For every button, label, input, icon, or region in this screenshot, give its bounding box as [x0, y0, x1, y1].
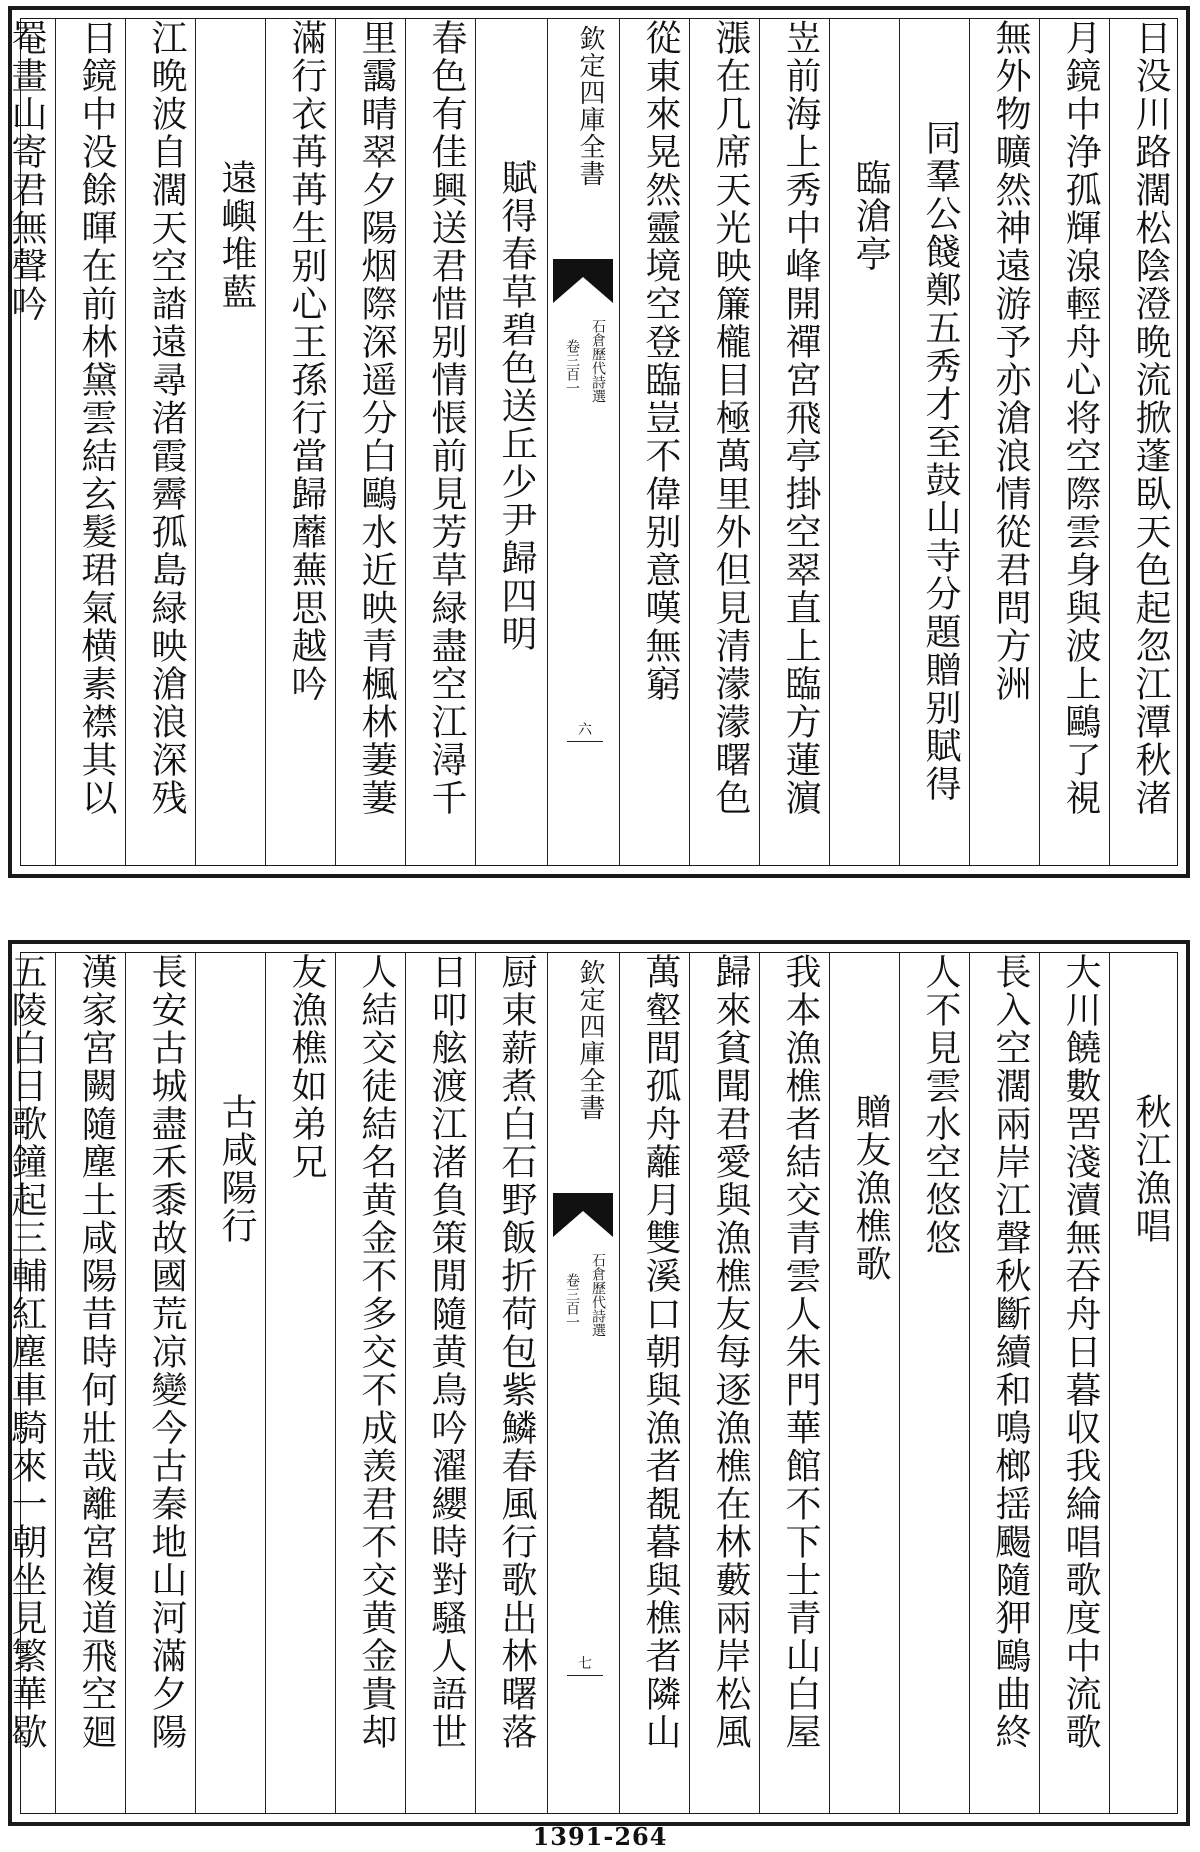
text-column [407, 19, 475, 865]
center-fold-strip [549, 953, 619, 1813]
text-column [971, 19, 1039, 865]
column-text: 漢家宮闕隨塵土咸陽昔時何壯哉離宮複道飛空廻 [76, 953, 117, 1751]
text-column [901, 19, 969, 865]
text-column [407, 953, 475, 1813]
text-column [761, 953, 829, 1813]
page-code: 1391-264 [532, 1822, 668, 1851]
text-column [621, 19, 689, 865]
column-text: 長入空濶兩岸江聲秋斷續和鳴榔揺颺隨狎鷗曲終 [990, 953, 1031, 1751]
top-leaf-frame [8, 6, 1190, 878]
poem-title: 遠嶼堆藍 [216, 159, 257, 311]
text-column [127, 19, 195, 865]
anthology-title: 石倉歷代詩選 [590, 319, 606, 403]
column-text: 友漁樵如弟兄 [286, 953, 327, 1181]
column-text: 江晩波自濶天空誻遠尋渚霞霽孤島緑映滄浪深残 [146, 19, 187, 817]
text-column [761, 19, 829, 865]
column-text: 人結交徒結名黄金不多交不成羡君不交黄金貴却 [356, 953, 397, 1751]
column-text: 日没川路濶松陰澄晩流掀蓬臥天色起忽江潭秋渚 [1130, 19, 1171, 817]
poem-title: 古咸陽行 [216, 1093, 257, 1245]
collection-banner: 欽定四庫全書 [575, 959, 605, 1121]
column-text: 人不見雲水空悠悠 [920, 953, 961, 1257]
column-text: 歸來貧聞君愛與漁樵友每逐漁樵在林藪兩岸松風 [710, 953, 751, 1751]
poem-title: 贈友漁樵歌 [850, 1093, 891, 1283]
anthology-title: 石倉歷代詩選 [590, 1253, 606, 1337]
poem-title: 臨滄亭 [850, 159, 891, 273]
column-text: 萬壑間孤舟蘺月雙溪口朝與漁者覩暮與樵者隣山 [640, 953, 681, 1751]
column-text: 里靄晴翠夕陽烟際深遥分白鷗水近映青楓林萋萋 [356, 19, 397, 817]
poem-title-column [831, 19, 899, 865]
column-text: 滿行衣苒苒生别心王孫行當歸蘼蕪思越吟 [286, 19, 327, 703]
column-text: 同羣公餞鄭五秀才至鼓山寺分題贈别賦得 [920, 119, 961, 803]
poem-title-column [1111, 953, 1179, 1813]
center-fold-strip [549, 19, 619, 865]
column-text: 從東來晃然靈境空登臨豈不偉别意嘆無窮 [640, 19, 681, 703]
poem-title-column [831, 953, 899, 1813]
column-text: 月鏡中浄孤輝湶輕舟心将空際雲身與波上鷗了視 [1060, 19, 1101, 817]
column-text: 我本漁樵者結交青雲人朱門華館不下士青山白屋 [780, 953, 821, 1751]
column-text: 無外物曠然神遠游予亦滄浪情從君問方洲 [990, 19, 1031, 703]
text-column [0, 953, 55, 1813]
fishtail-mark-icon [553, 1193, 613, 1237]
column-text: 罨畫山寄君無聲吟 [6, 19, 47, 323]
column-text: 五陵白日歌鐘起三輔紅塵車騎來一朝坐見繁華歇 [6, 953, 47, 1751]
text-column [57, 953, 125, 1813]
text-column [1041, 19, 1109, 865]
bottom-leaf-frame [8, 940, 1190, 1826]
text-column [127, 953, 195, 1813]
fishtail-mark-icon [553, 259, 613, 303]
text-column [1041, 953, 1109, 1813]
text-column [1111, 19, 1179, 865]
volume-number: 卷三百一 [564, 339, 580, 395]
text-column [691, 19, 759, 865]
poem-title-column [197, 19, 265, 865]
text-column [971, 953, 1039, 1813]
text-column [57, 19, 125, 865]
text-column [267, 953, 335, 1813]
top-leaf-inner-border [6, 18, 1178, 866]
column-text: 漲在几席天光映簾櫳目極萬里外但見清濛濛曙色 [710, 19, 751, 817]
bottom-leaf-inner-border [6, 952, 1178, 1814]
text-column [267, 19, 335, 865]
text-column [691, 953, 759, 1813]
poem-title-column [477, 19, 545, 865]
text-column [337, 19, 405, 865]
folio-number: 七 [578, 1656, 592, 1672]
text-column [621, 953, 689, 1813]
poem-title-column [197, 953, 265, 1813]
column-text: 長安古城盡禾黍故國荒凉變今古秦地山河滿夕陽 [146, 953, 187, 1751]
text-column [477, 953, 545, 1813]
volume-number: 卷三百一 [564, 1273, 580, 1329]
poem-title: 秋江漁唱 [1130, 1093, 1171, 1245]
text-column [0, 19, 55, 865]
column-text: 日鏡中没餘暉在前林黛雲結玄髮珺氣横素襟其以 [76, 19, 117, 817]
collection-banner: 欽定四庫全書 [575, 25, 605, 187]
text-column [337, 953, 405, 1813]
column-text: 岦前海上秀中峰開禪宮飛亭掛空翠直上臨方蓮濵 [780, 19, 821, 817]
column-text: 厨束薪煮白石野飯折荷包紫鱗春風行歌出林曙落 [496, 953, 537, 1751]
poem-title: 賦得春草碧色送丘少尹歸四明 [496, 159, 537, 653]
folio-number: 六 [578, 722, 592, 738]
column-text: 春色有佳興送君惜别情悵前見芳草緑盡空江潯千 [426, 19, 467, 817]
column-text: 日叩舷渡江渚負策閒隨黄鳥吟濯纓時對騷人語世 [426, 953, 467, 1751]
text-column [901, 953, 969, 1813]
column-text: 大川饒數罟淺瀆無吞舟日暮収我綸唱歌度中流歌 [1060, 953, 1101, 1751]
